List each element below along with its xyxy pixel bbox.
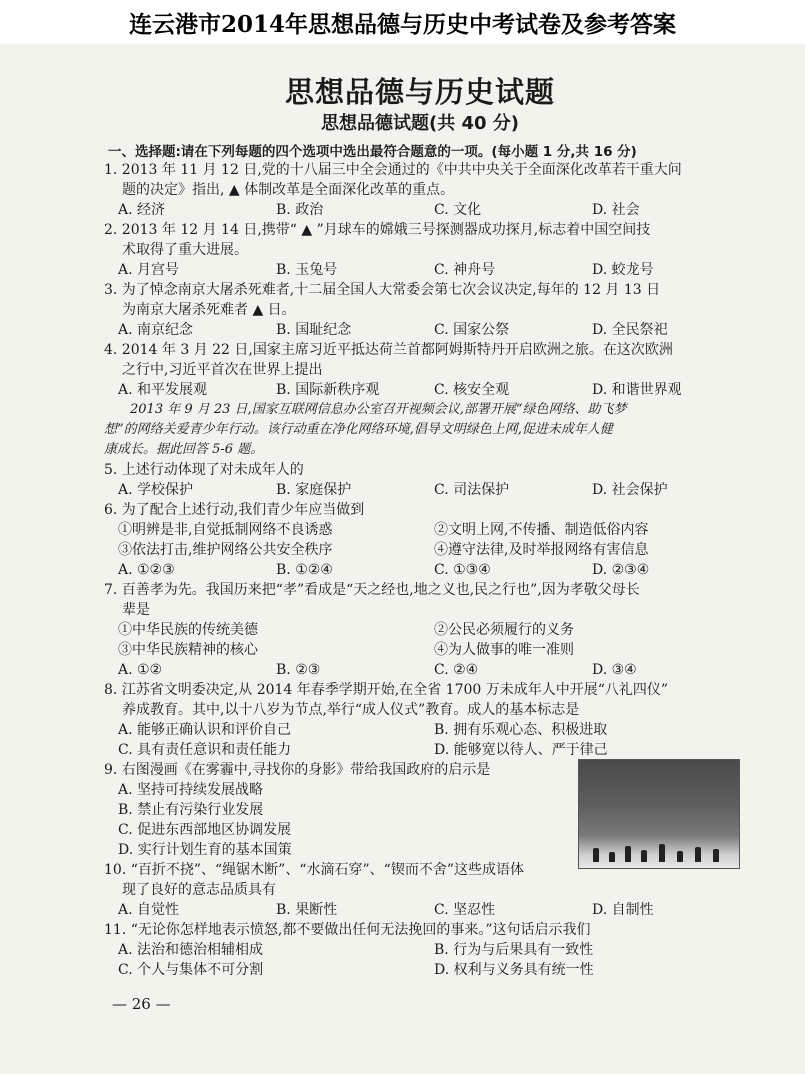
question-text: 6. 为了配合上述行动,我们青少年应当做到: [104, 502, 365, 518]
statement-3: ③中华民族精神的核心: [118, 642, 258, 658]
question-1: [104, 160, 744, 220]
question-2: [104, 220, 744, 280]
option-b: B. ①②④: [276, 562, 333, 578]
option-d: D. 和谐世界观: [592, 382, 682, 398]
option-c: C. 国家公祭: [434, 322, 510, 338]
question-8: [104, 680, 744, 760]
option-d: D. 社会保护: [592, 482, 668, 498]
question-text: 之行中,习近平首次在世界上提出: [122, 362, 323, 378]
question-text: 3. 为了悼念南京大屠杀死难者,十二届全国人大常委会第七次会议决定,每年的 12 月 13 日: [104, 282, 661, 298]
question-text: 养成教育。其中,以十八岁为节点,举行“成人仪式”教育。成人的基本标志是: [122, 702, 580, 718]
question-text: 题的决定》指出, ▲ 体制改革是全面深化改革的重点。: [122, 182, 455, 198]
statement-4: ④遵守法律,及时举报网络有害信息: [434, 542, 649, 558]
option-b: B. 玉兔号: [276, 262, 338, 278]
option-a: A. 和平发展观: [118, 382, 208, 398]
option-a: A. 月宫号: [118, 262, 180, 278]
question-text: 2. 2013 年 12 月 14 日,携带“ ▲ ”月球车的嫦娥三号探测器成功探月,标志着中国空间技: [104, 222, 651, 238]
statement-2: ②文明上网,不传播、制造低俗内容: [434, 522, 649, 538]
statement-3: ③依法打击,维护网络公共安全秩序: [118, 542, 333, 558]
question-3: [104, 280, 744, 340]
question-4: [104, 340, 744, 400]
option-d: D. 自制性: [592, 902, 654, 918]
exam-title: 思想品德与历史试题: [284, 75, 555, 109]
statement-4: ④为人做事的唯一准则: [434, 642, 574, 658]
option-a: A. ①②: [118, 662, 163, 678]
material-text: 想”的网络关爱青少年行动。该行动重在净化网络环境,倡导文明绿色上网,促进未成年人健: [104, 422, 613, 437]
option-c: C. 具有责任意识和责任能力: [118, 742, 292, 758]
page-number: — 26 —: [112, 995, 171, 1013]
option-a: A. 学校保护: [118, 482, 194, 498]
exam-subtitle: 思想品德试题(共 40 分): [320, 113, 520, 134]
option-d: D. 能够宽以待人、严于律己: [434, 742, 608, 758]
question-text: 术取得了重大进展。: [122, 242, 248, 258]
option-d: D. ③④: [592, 662, 637, 678]
question-text: 8. 江苏省文明委决定,从 2014 年春季学期开始,在全省 1700 万未成年人中开展“八礼四仪”: [104, 682, 669, 698]
statement-1: ①明辨是非,自觉抵制网络不良诱惑: [118, 522, 333, 538]
reading-material: [104, 400, 744, 460]
document-header: 连云港市2014年思想品德与历史中考试卷及参考答案: [128, 11, 676, 38]
option-c: C. ②④: [434, 662, 479, 678]
option-b: B. 禁止有污染行业发展: [118, 802, 264, 818]
option-d: D. 蛟龙号: [592, 262, 654, 278]
option-c: C. 司法保护: [434, 482, 510, 498]
option-d: D. 权利与义务具有统一性: [434, 962, 594, 978]
question-text: 9. 右图漫画《在雾霾中,寻找你的身影》带给我国政府的启示是: [104, 762, 491, 778]
question-text: 10. “百折不挠”、“绳锯木断”、“水滴石穿”、“锲而不舍”这些成语体: [104, 862, 524, 878]
question-text: 4. 2014 年 3 月 22 日,国家主席习近平抵达荷兰首都阿姆斯特丹开启欧洲之旅。在这次欧洲: [104, 342, 673, 358]
question-text: 7. 百善孝为先。我国历来把“孝”看成是“天之经也,地之义也,民之行也”,因为孝敬父母长: [104, 582, 640, 598]
option-a: A. 能够正确认识和评价自己: [118, 722, 292, 738]
question-text: 现了良好的意志品质具有: [122, 882, 276, 898]
option-b: B. ②③: [276, 662, 321, 678]
option-a: A. ①②③: [118, 562, 175, 578]
option-d: D. 社会: [592, 202, 640, 218]
option-b: B. 果断性: [276, 902, 338, 918]
question-text: 5. 上述行动体现了对未成年人的: [104, 462, 304, 478]
question-7: [104, 580, 744, 680]
question-text: 为南京大屠杀死难者 ▲ 日。: [122, 302, 296, 318]
option-b: B. 国耻纪念: [276, 322, 352, 338]
option-b: B. 行为与后果具有一致性: [434, 942, 594, 958]
question-text: 1. 2013 年 11 月 12 日,党的十八届三中全会通过的《中共中央关于全面深化改革若干重大问: [104, 162, 682, 178]
option-c: C. 促进东西部地区协调发展: [118, 822, 292, 838]
question-6: [104, 500, 744, 580]
statement-2: ②公民必须履行的义务: [434, 622, 574, 638]
option-a: A. 自觉性: [118, 902, 180, 918]
option-d: D. ②③④: [592, 562, 650, 578]
question-11: [104, 920, 744, 980]
option-a: A. 坚持可持续发展战略: [118, 782, 264, 798]
option-b: B. 家庭保护: [276, 482, 352, 498]
option-c: C. 个人与集体不可分割: [118, 962, 264, 978]
option-d: D. 全民祭祀: [592, 322, 668, 338]
material-text: 2013 年 9 月 23 日,国家互联网信息办公室召开视频会议,部署开展“绿色网络、助飞梦: [130, 402, 627, 417]
smog-cartoon-image: [578, 759, 740, 869]
option-c: C. 核安全观: [434, 382, 510, 398]
material-text: 康成长。据此回答 5-6 题。: [104, 442, 264, 457]
option-b: B. 政治: [276, 202, 324, 218]
option-c: C. 神舟号: [434, 262, 496, 278]
section-instructions: 一、选择题:请在下列每题的四个选项中选出最符合题意的一项。(每小题 1 分,共 16 分): [108, 144, 637, 160]
statement-1: ①中华民族的传统美德: [118, 622, 258, 638]
option-b: B. 拥有乐观心态、积极进取: [434, 722, 608, 738]
option-a: A. 经济: [118, 202, 166, 218]
option-b: B. 国际新秩序观: [276, 382, 380, 398]
question-text: 辈是: [122, 602, 150, 618]
question-5: [104, 460, 744, 500]
option-c: C. 文化: [434, 202, 482, 218]
option-d: D. 实行计划生育的基本国策: [118, 842, 292, 858]
option-c: C. ①③④: [434, 562, 491, 578]
option-c: C. 坚忍性: [434, 902, 496, 918]
option-a: A. 南京纪念: [118, 322, 194, 338]
question-text: 11. “无论你怎样地表示愤怒,都不要做出任何无法挽回的事来。”这句话启示我们: [104, 922, 591, 938]
option-a: A. 法治和德治相辅相成: [118, 942, 264, 958]
question-10: [104, 860, 744, 920]
